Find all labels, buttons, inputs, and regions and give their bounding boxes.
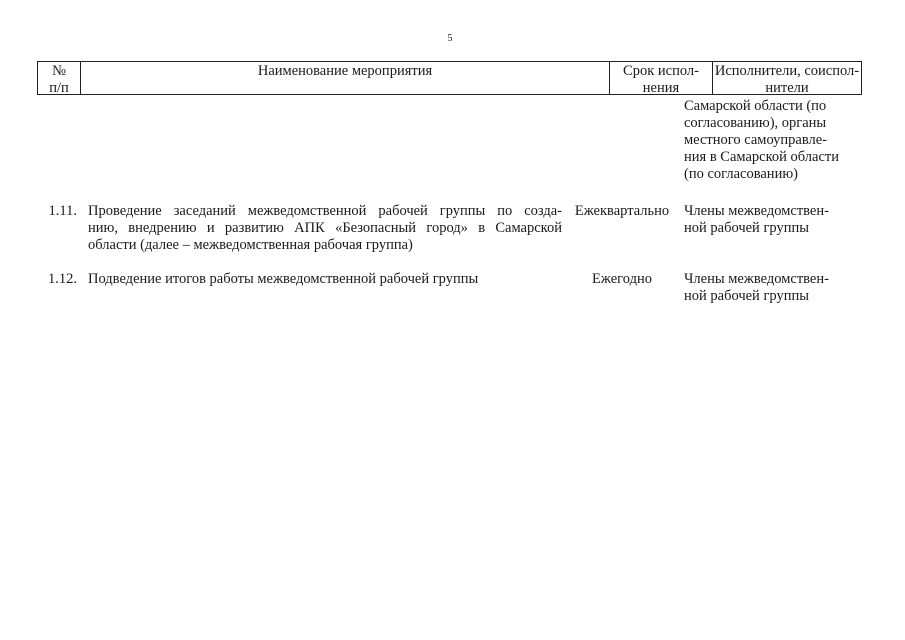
row-executors <box>684 98 862 183</box>
page-number: 5 <box>447 33 453 44</box>
executor-line: Члены межведомствен- <box>684 271 829 287</box>
executor-line: местного самоуправле- <box>684 132 827 148</box>
row-name-line: Проведение заседаний межведомственной рабочей группы по созда- <box>88 203 562 219</box>
header-col-exec-line-2: нители <box>765 80 809 96</box>
executor-line: (по согласованию) <box>684 166 798 182</box>
executor-line: Члены межведомствен- <box>684 203 829 219</box>
header-col-term <box>610 62 713 94</box>
row-name <box>88 203 562 254</box>
executor-line: ния в Самарской области <box>684 149 840 165</box>
header-col-term-line-2: нения <box>642 80 680 96</box>
row-executors <box>684 203 862 237</box>
header-col-name-label: Наименование мероприятия <box>257 63 433 79</box>
row-name-line: Подведение итогов работы межведомственной рабочей группы <box>88 271 479 287</box>
header-col-exec-line-1: Исполнители, соиспол- <box>714 63 860 79</box>
row-term: Ежегодно <box>592 271 652 287</box>
executor-line: согласованию), органы <box>684 115 827 131</box>
header-col-number-line-1: № <box>52 63 66 79</box>
header-col-term-line-1: Срок испол- <box>623 63 699 79</box>
executor-line: ной рабочей группы <box>684 288 809 304</box>
header-col-name <box>81 62 610 94</box>
header-col-number-line-2: п/п <box>49 80 69 96</box>
header-col-number <box>38 62 81 94</box>
row-name-line: области (далее – межведомственная рабочая группа) <box>88 237 413 253</box>
executor-line: ной рабочей группы <box>684 220 809 236</box>
row-name <box>88 271 562 288</box>
row-term: Ежеквартально <box>574 203 670 219</box>
table-header <box>37 61 862 95</box>
row-number: 1.11. <box>48 203 77 219</box>
row-name-line: нию, внедрению и развитию АПК «Безопасный город» в Самарской <box>88 220 562 236</box>
header-col-exec <box>713 62 861 94</box>
executor-line: Самарской области (по <box>684 98 827 114</box>
row-number: 1.12. <box>48 271 77 287</box>
row-executors <box>684 271 862 305</box>
